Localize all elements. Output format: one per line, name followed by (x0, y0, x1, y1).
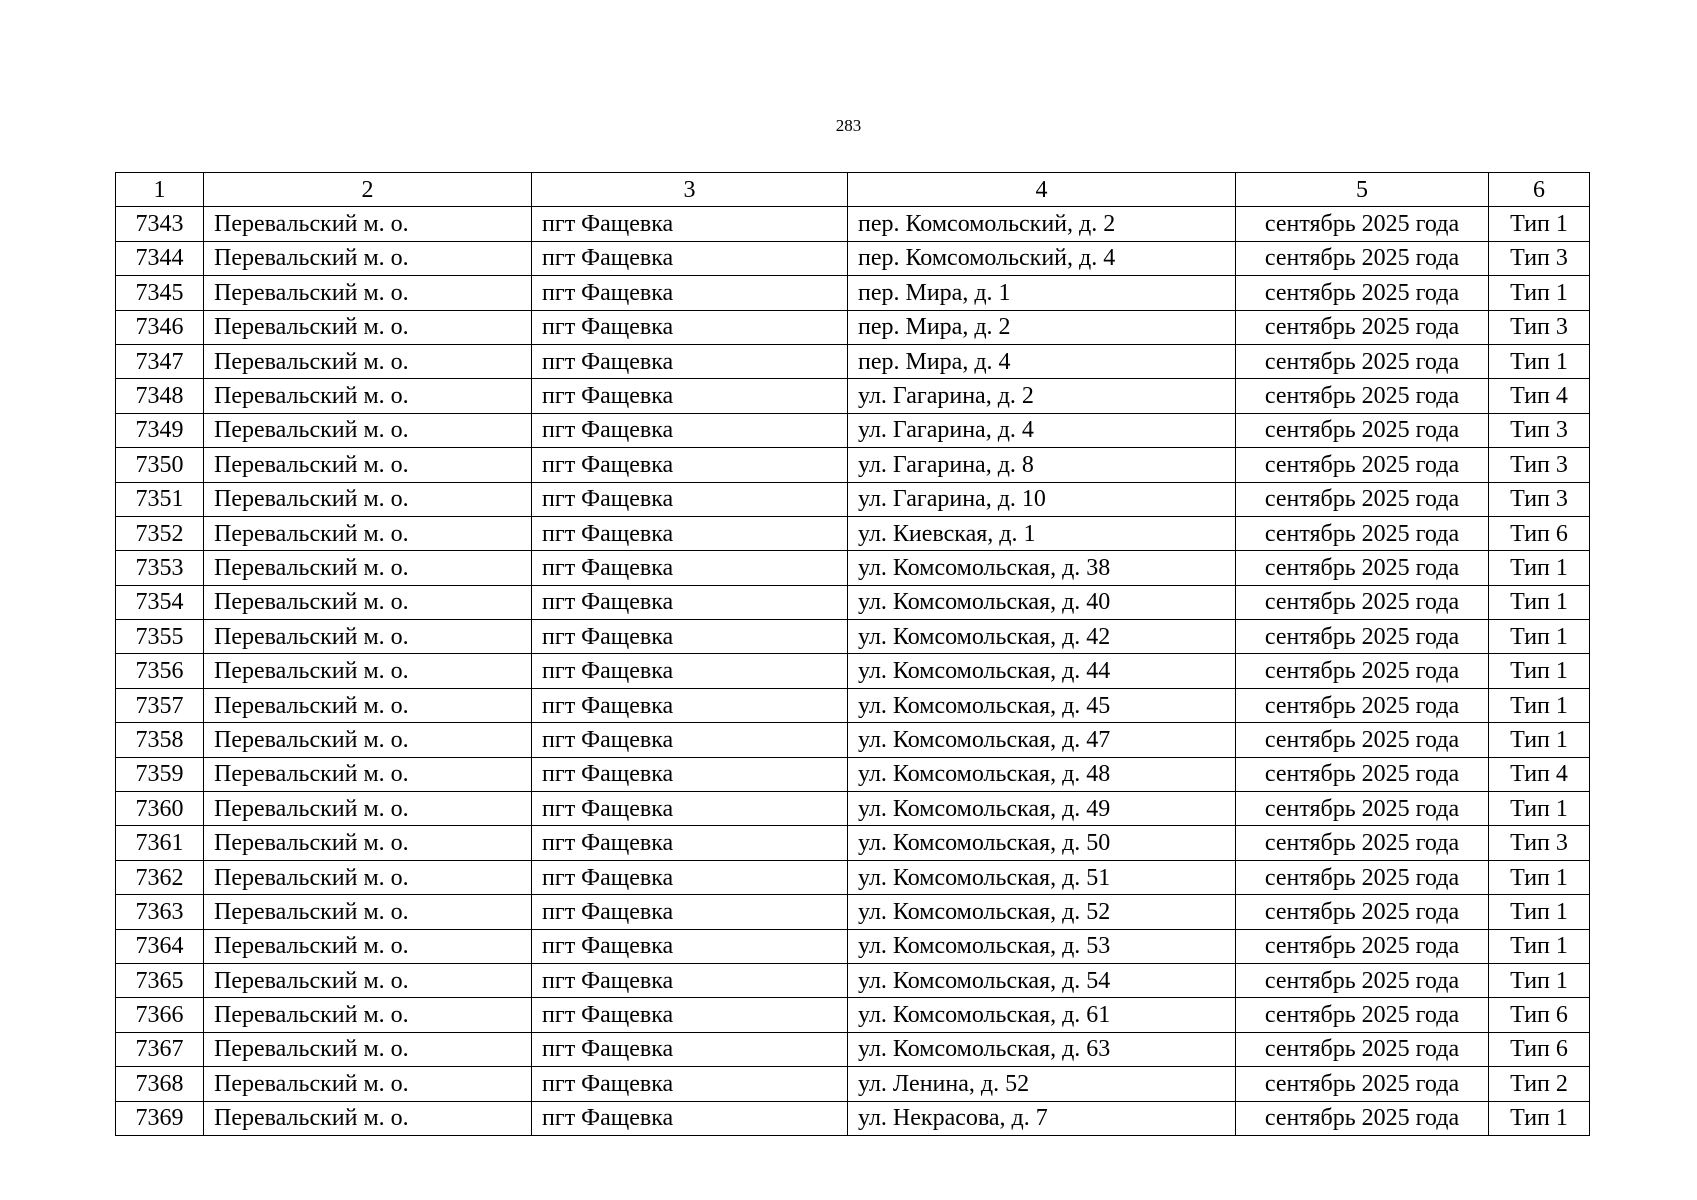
header-col-5: 5 (1236, 173, 1489, 207)
date-cell: сентябрь 2025 года (1236, 929, 1489, 963)
district-cell: Перевальский м. о. (204, 276, 532, 310)
date-cell: сентябрь 2025 года (1236, 344, 1489, 378)
date-cell: сентябрь 2025 года (1236, 1067, 1489, 1101)
date-cell: сентябрь 2025 года (1236, 688, 1489, 722)
district-cell: Перевальский м. о. (204, 998, 532, 1032)
header-col-6: 6 (1489, 173, 1590, 207)
address-cell: пер. Мира, д. 1 (848, 276, 1236, 310)
row-number: 7353 (116, 551, 204, 585)
settlement-cell: пгт Фащевка (532, 654, 848, 688)
settlement-cell: пгт Фащевка (532, 792, 848, 826)
date-cell: сентябрь 2025 года (1236, 826, 1489, 860)
row-number: 7349 (116, 413, 204, 447)
date-cell: сентябрь 2025 года (1236, 241, 1489, 275)
row-number: 7351 (116, 482, 204, 516)
date-cell: сентябрь 2025 года (1236, 654, 1489, 688)
date-cell: сентябрь 2025 года (1236, 792, 1489, 826)
type-cell: Тип 3 (1489, 482, 1590, 516)
row-number: 7364 (116, 929, 204, 963)
row-number: 7352 (116, 516, 204, 550)
row-number: 7343 (116, 207, 204, 241)
type-cell: Тип 3 (1489, 448, 1590, 482)
address-cell: пер. Мира, д. 2 (848, 310, 1236, 344)
table-body (116, 207, 1590, 1136)
address-cell: ул. Комсомольская, д. 40 (848, 585, 1236, 619)
address-cell: ул. Гагарина, д. 8 (848, 448, 1236, 482)
type-cell: Тип 1 (1489, 688, 1590, 722)
address-cell: пер. Комсомольский, д. 4 (848, 241, 1236, 275)
header-col-3: 3 (532, 173, 848, 207)
address-cell: ул. Комсомольская, д. 61 (848, 998, 1236, 1032)
date-cell: сентябрь 2025 года (1236, 551, 1489, 585)
settlement-cell: пгт Фащевка (532, 482, 848, 516)
settlement-cell: пгт Фащевка (532, 516, 848, 550)
date-cell: сентябрь 2025 года (1236, 1032, 1489, 1066)
date-cell: сентябрь 2025 года (1236, 757, 1489, 791)
district-cell: Перевальский м. о. (204, 1032, 532, 1066)
address-cell: ул. Комсомольская, д. 50 (848, 826, 1236, 860)
address-cell: ул. Комсомольская, д. 44 (848, 654, 1236, 688)
district-cell: Перевальский м. о. (204, 929, 532, 963)
district-cell: Перевальский м. о. (204, 688, 532, 722)
district-cell: Перевальский м. о. (204, 723, 532, 757)
header-row (116, 173, 1590, 207)
table-row (116, 482, 1590, 516)
date-cell: сентябрь 2025 года (1236, 207, 1489, 241)
date-cell: сентябрь 2025 года (1236, 585, 1489, 619)
date-cell: сентябрь 2025 года (1236, 448, 1489, 482)
settlement-cell: пгт Фащевка (532, 344, 848, 378)
district-cell: Перевальский м. о. (204, 585, 532, 619)
settlement-cell: пгт Фащевка (532, 929, 848, 963)
type-cell: Тип 6 (1489, 998, 1590, 1032)
table-header (116, 173, 1590, 207)
address-cell: ул. Некрасова, д. 7 (848, 1101, 1236, 1135)
district-cell: Перевальский м. о. (204, 241, 532, 275)
type-cell: Тип 4 (1489, 757, 1590, 791)
table-row (116, 688, 1590, 722)
address-cell: ул. Гагарина, д. 4 (848, 413, 1236, 447)
address-cell: ул. Комсомольская, д. 38 (848, 551, 1236, 585)
row-number: 7345 (116, 276, 204, 310)
row-number: 7344 (116, 241, 204, 275)
district-cell: Перевальский м. о. (204, 379, 532, 413)
district-cell: Перевальский м. о. (204, 860, 532, 894)
address-cell: ул. Комсомольская, д. 47 (848, 723, 1236, 757)
district-cell: Перевальский м. о. (204, 1101, 532, 1135)
address-cell: ул. Гагарина, д. 10 (848, 482, 1236, 516)
address-cell: ул. Комсомольская, д. 48 (848, 757, 1236, 791)
type-cell: Тип 6 (1489, 516, 1590, 550)
type-cell: Тип 1 (1489, 895, 1590, 929)
row-number: 7360 (116, 792, 204, 826)
district-cell: Перевальский м. о. (204, 413, 532, 447)
type-cell: Тип 1 (1489, 1101, 1590, 1135)
table-row (116, 1032, 1590, 1066)
table-row (116, 757, 1590, 791)
district-cell: Перевальский м. о. (204, 963, 532, 997)
settlement-cell: пгт Фащевка (532, 585, 848, 619)
table-row (116, 551, 1590, 585)
table-row (116, 207, 1590, 241)
settlement-cell: пгт Фащевка (532, 1101, 848, 1135)
page-number: 283 (835, 116, 862, 135)
table-row (116, 276, 1590, 310)
date-cell: сентябрь 2025 года (1236, 482, 1489, 516)
type-cell: Тип 1 (1489, 551, 1590, 585)
district-cell: Перевальский м. о. (204, 620, 532, 654)
date-cell: сентябрь 2025 года (1236, 723, 1489, 757)
type-cell: Тип 1 (1489, 654, 1590, 688)
row-number: 7348 (116, 379, 204, 413)
table-row (116, 1067, 1590, 1101)
row-number: 7358 (116, 723, 204, 757)
address-cell: ул. Комсомольская, д. 51 (848, 860, 1236, 894)
district-cell: Перевальский м. о. (204, 551, 532, 585)
type-cell: Тип 1 (1489, 723, 1590, 757)
row-number: 7354 (116, 585, 204, 619)
date-cell: сентябрь 2025 года (1236, 516, 1489, 550)
date-cell: сентябрь 2025 года (1236, 276, 1489, 310)
table-row (116, 1101, 1590, 1135)
district-cell: Перевальский м. о. (204, 207, 532, 241)
address-cell: ул. Комсомольская, д. 42 (848, 620, 1236, 654)
table-row (116, 241, 1590, 275)
address-cell: ул. Комсомольская, д. 54 (848, 963, 1236, 997)
settlement-cell: пгт Фащевка (532, 895, 848, 929)
table-row (116, 448, 1590, 482)
address-cell: пер. Мира, д. 4 (848, 344, 1236, 378)
district-cell: Перевальский м. о. (204, 1067, 532, 1101)
row-number: 7368 (116, 1067, 204, 1101)
type-cell: Тип 1 (1489, 207, 1590, 241)
address-cell: ул. Комсомольская, д. 52 (848, 895, 1236, 929)
type-cell: Тип 1 (1489, 585, 1590, 619)
district-cell: Перевальский м. о. (204, 482, 532, 516)
date-cell: сентябрь 2025 года (1236, 963, 1489, 997)
settlement-cell: пгт Фащевка (532, 757, 848, 791)
type-cell: Тип 1 (1489, 344, 1590, 378)
row-number: 7359 (116, 757, 204, 791)
district-cell: Перевальский м. о. (204, 757, 532, 791)
row-number: 7366 (116, 998, 204, 1032)
settlement-cell: пгт Фащевка (532, 723, 848, 757)
table-row (116, 516, 1590, 550)
date-cell: сентябрь 2025 года (1236, 860, 1489, 894)
settlement-cell: пгт Фащевка (532, 413, 848, 447)
address-cell: ул. Комсомольская, д. 63 (848, 1032, 1236, 1066)
table-row (116, 723, 1590, 757)
settlement-cell: пгт Фащевка (532, 551, 848, 585)
date-cell: сентябрь 2025 года (1236, 310, 1489, 344)
address-cell: ул. Комсомольская, д. 53 (848, 929, 1236, 963)
table-row (116, 413, 1590, 447)
type-cell: Тип 1 (1489, 276, 1590, 310)
row-number: 7369 (116, 1101, 204, 1135)
type-cell: Тип 1 (1489, 929, 1590, 963)
settlement-cell: пгт Фащевка (532, 207, 848, 241)
date-cell: сентябрь 2025 года (1236, 895, 1489, 929)
district-cell: Перевальский м. о. (204, 448, 532, 482)
table-row (116, 654, 1590, 688)
table-row (116, 963, 1590, 997)
table-row (116, 895, 1590, 929)
table-row (116, 620, 1590, 654)
row-number: 7347 (116, 344, 204, 378)
district-cell: Перевальский м. о. (204, 792, 532, 826)
address-cell: ул. Комсомольская, д. 45 (848, 688, 1236, 722)
type-cell: Тип 1 (1489, 792, 1590, 826)
date-cell: сентябрь 2025 года (1236, 379, 1489, 413)
row-number: 7357 (116, 688, 204, 722)
settlement-cell: пгт Фащевка (532, 826, 848, 860)
header-col-4: 4 (848, 173, 1236, 207)
row-number: 7350 (116, 448, 204, 482)
row-number: 7361 (116, 826, 204, 860)
date-cell: сентябрь 2025 года (1236, 620, 1489, 654)
address-cell: пер. Комсомольский, д. 2 (848, 207, 1236, 241)
type-cell: Тип 1 (1489, 963, 1590, 997)
row-number: 7356 (116, 654, 204, 688)
table-row (116, 344, 1590, 378)
table-row (116, 379, 1590, 413)
settlement-cell: пгт Фащевка (532, 276, 848, 310)
type-cell: Тип 3 (1489, 241, 1590, 275)
type-cell: Тип 3 (1489, 310, 1590, 344)
header-col-2: 2 (204, 173, 532, 207)
settlement-cell: пгт Фащевка (532, 998, 848, 1032)
district-cell: Перевальский м. о. (204, 516, 532, 550)
settlement-cell: пгт Фащевка (532, 860, 848, 894)
table-row (116, 998, 1590, 1032)
type-cell: Тип 6 (1489, 1032, 1590, 1066)
date-cell: сентябрь 2025 года (1236, 998, 1489, 1032)
row-number: 7367 (116, 1032, 204, 1066)
district-cell: Перевальский м. о. (204, 310, 532, 344)
address-cell: ул. Гагарина, д. 2 (848, 379, 1236, 413)
settlement-cell: пгт Фащевка (532, 963, 848, 997)
district-cell: Перевальский м. о. (204, 826, 532, 860)
row-number: 7363 (116, 895, 204, 929)
type-cell: Тип 3 (1489, 413, 1590, 447)
type-cell: Тип 3 (1489, 826, 1590, 860)
row-number: 7362 (116, 860, 204, 894)
date-cell: сентябрь 2025 года (1236, 1101, 1489, 1135)
header-col-1: 1 (116, 173, 204, 207)
settlement-cell: пгт Фащевка (532, 448, 848, 482)
table-row (116, 929, 1590, 963)
settlement-cell: пгт Фащевка (532, 688, 848, 722)
type-cell: Тип 1 (1489, 620, 1590, 654)
row-number: 7365 (116, 963, 204, 997)
row-number: 7355 (116, 620, 204, 654)
district-cell: Перевальский м. о. (204, 344, 532, 378)
settlement-cell: пгт Фащевка (532, 379, 848, 413)
table-row (116, 792, 1590, 826)
register-table (115, 172, 1590, 1136)
district-cell: Перевальский м. о. (204, 654, 532, 688)
address-cell: ул. Киевская, д. 1 (848, 516, 1236, 550)
settlement-cell: пгт Фащевка (532, 1067, 848, 1101)
settlement-cell: пгт Фащевка (532, 620, 848, 654)
type-cell: Тип 1 (1489, 860, 1590, 894)
table-row (116, 585, 1590, 619)
table-row (116, 860, 1590, 894)
settlement-cell: пгт Фащевка (532, 241, 848, 275)
type-cell: Тип 4 (1489, 379, 1590, 413)
type-cell: Тип 2 (1489, 1067, 1590, 1101)
table-row (116, 310, 1590, 344)
date-cell: сентябрь 2025 года (1236, 413, 1489, 447)
settlement-cell: пгт Фащевка (532, 1032, 848, 1066)
row-number: 7346 (116, 310, 204, 344)
district-cell: Перевальский м. о. (204, 895, 532, 929)
table-row (116, 826, 1590, 860)
address-cell: ул. Ленина, д. 52 (848, 1067, 1236, 1101)
address-cell: ул. Комсомольская, д. 49 (848, 792, 1236, 826)
settlement-cell: пгт Фащевка (532, 310, 848, 344)
